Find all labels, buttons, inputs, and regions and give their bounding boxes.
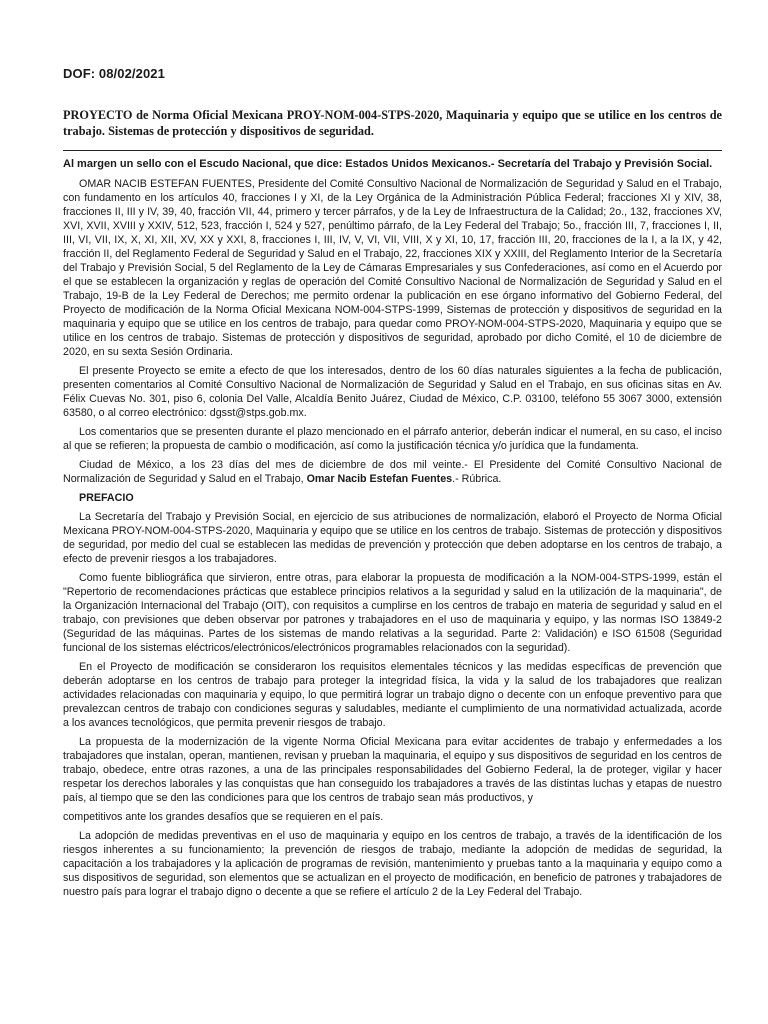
paragraph-prefacio-2: Como fuente bibliográfica que sirvieron, entre otras, para elaborar la propuesta de modificación a la NOM-004-STPS-1999, están el "Repertorio de recomendaciones prácticas que establece principios relativos a la seguridad y salud en la utilización de la maquinaria", de la Organización Internacional del Trabajo (OIT), con requisitos a cumplirse en los centros de trabajo en materia de seguridad y salud en el trabajo, con previsiones que deben observar por patrones y trabajadores en el uso de maquinaria y equipo, y las normas ISO 13849-2 (Seguridad de las máquinas. Partes de los sistemas de mando relativas a la seguridad. Parte 2: Validación) e ISO 61508 (Seguridad funcional de los sistemas eléctricos/electrónicos/electrónicos programables relacionados con la seguridad). [63, 572, 722, 654]
paragraph-firma [63, 458, 722, 486]
margin-note: Al margen un sello con el Escudo Nacional, que dice: Estados Unidos Mexicanos.- Secretaría del Trabajo y Previsión Social. [63, 158, 713, 170]
dof-date: DOF: 08/02/2021 [63, 66, 165, 81]
prefacio-heading: PREFACIO [79, 492, 134, 504]
firma-text: Ciudad de México, a los 23 días del mes de diciembre de dos mil veinte.- El Presidente del Comité Consultivo Nacional de Normalización de Seguridad y Salud en el Trabajo, [63, 459, 722, 485]
paragraph-comentarios-requisitos: Los comentarios que se presenten durante el plazo mencionado en el párrafo anterior, deberán indicar el numeral, en su caso, el inciso al que se refieren; la propuesta de cambio o modificación, así como la justificación técnica y/o jurídica que la fundamenta. [63, 426, 722, 452]
paragraph-presidente: OMAR NACIB ESTEFAN FUENTES, Presidente del Comité Consultivo Nacional de Normalización de Seguridad y Salud en el Trabajo, con fundamento en los artículos 40, fracciones I y XI, de la Ley Orgánica de la Administración Pública Federal; fracciones XI y XIV, 38, fracciones II, III y IV, 39, 40, fracción VII, 44, primero y tercer párrafos, y de la Ley de Infraestructura de la Calidad; 2o., 132, fracciones XV, XVI, XVII, XVIII y XXIV, 512, 523, fracción I, 524 y 527, penúltimo párrafo, de la Ley Federal del Trabajo; 5o., fracción III, 7, fracciones I, II, III, VI, VII, IX, X, XI, XII, XV, XX y XXI, 8, fracciones I, III, IV, V, VI, VII, VIII, X y XI, 10, 17, fracción III, 20, fracciones de la I, a la IX, y 42, fracción II, del Reglamento Federal de Seguridad y Salud en el Trabajo, 22, fracciones XIX y XXIII, del Reglamento Interior de la Secretaría del Trabajo y Previsión Social, 5 del Reglamento de la Ley de Cámaras Empresariales y sus Confederaciones, así como en el Acuerdo por el que se establecen la organización y reglas de operación del Comité Consultivo Nacional de Normalización de Seguridad y Salud en el Trabajo, 19-B de la Ley Federal de Derechos; me permito ordenar la publicación en ese órgano informativo del Gobierno Federal, del Proyecto de modificación de la Norma Oficial Mexicana NOM-004-STPS-1999, Sistemas de protección y dispositivos de seguridad en la maquinaria y equipo que se utilice en los centros de trabajo, para quedar como PROY-NOM-004-STPS-2020, Maquinaria y equipo que se utilice en los centros de trabajo. Sistemas de protección y dispositivos de seguridad, aprobado por dicho Comité, el 10 de diciembre de 2020, en su sexta Sesión Ordinaria. [63, 178, 722, 358]
divider [63, 150, 722, 151]
paragraph-comentarios-plazo: El presente Proyecto se emite a efecto de que los interesados, dentro de los 60 días naturales siguientes a la fecha de publicación, presenten comentarios al Comité Consultivo Nacional de Normalización de Seguridad y Salud en el Trabajo, en sus oficinas sitas en Av. Félix Cuevas No. 301, piso 6, colonia Del Valle, Alcaldía Benito Juárez, Ciudad de México, C.P. 03100, teléfono 55 3067 3000, extensión 63580, o al correo electrónico: dgsst@stps.gob.mx. [63, 365, 722, 419]
document-body [63, 150, 722, 904]
paragraph-prefacio-1: La Secretaría del Trabajo y Previsión Social, en ejercicio de sus atribuciones de normalización, elaboró el Proyecto de Norma Oficial Mexicana PROY-NOM-004-STPS-2020, Maquinaria y equipo que se utilice en los centros de trabajo. Sistemas de protección y dispositivos de seguridad, por medio del cual se establecen las medidas de prevención y protección que deben adoptarse en los centros de trabajo, a efecto de prevenir riesgos a los trabajadores. [63, 511, 722, 565]
firma-end: .- Rúbrica. [452, 473, 502, 485]
paragraph-prefacio-4: La propuesta de la modernización de la vigente Norma Oficial Mexicana para evitar accidentes de trabajo y enfermedades a los trabajadores que instalan, operan, mantienen, revisan y prueban la maquinaria, el equipo y sus dispositivos de seguridad en los centros de trabajo, obedece, entre otras razones, a una de las principales responsabilidades del Gobierno Federal, la de proteger, vigilar y hacer respetar los derechos laborales y las conquistas que han conseguido los trabajadores a través de las distintas luchas y etapas de nuestro país, al tiempo que se den las condiciones para que los centros de trabajo sean más productivos, y [63, 736, 722, 804]
paragraph-prefacio-4-cont: competitivos ante los grandes desafíos que se requieren en el país. [63, 811, 384, 823]
paragraph-prefacio-3: En el Proyecto de modificación se consideraron los requisitos elementales técnicos y las medidas específicas de prevención que deberán adoptarse en los centros de trabajo para proteger la integridad física, la vida y la salud de los trabajadores que realizan actividades relacionadas con maquinaria y equipo, lo que permitirá lograr un trabajo digno o decente con un enfoque preventivo para que prevalezcan centros de trabajo con condiciones seguras y saludables, mediante el cumplimiento de una normatividad actualizada, acorde a los avances tecnológicos, que permita prevenir riesgos de trabajo. [63, 661, 722, 729]
firma-signer: Omar Nacib Estefan Fuentes [306, 473, 453, 485]
document-title: PROYECTO de Norma Oficial Mexicana PROY-NOM-004-STPS-2020, Maquinaria y equipo que se utilice en los centros de trabajo. Sistemas de protección y dispositivos de seguridad. [63, 108, 722, 138]
paragraph-prefacio-5: La adopción de medidas preventivas en el uso de maquinaria y equipo en los centros de trabajo, a través de la identificación de los riesgos inherentes a su funcionamiento; la prevención de riesgos de trabajo, mediante la adopción de medidas de seguridad, la capacitación a los trabajadores y la aplicación de programas de revisión, mantenimiento y pruebas tanto a la maquinaria y equipo como a sus dispositivos de seguridad, son elementos que se actualizan en el proyecto de modificación, en beneficio de patrones y trabajadores de nuestro país para lograr el trabajo digno o decente a que se refiere el artículo 2 de la Ley Federal del Trabajo. [63, 830, 722, 898]
